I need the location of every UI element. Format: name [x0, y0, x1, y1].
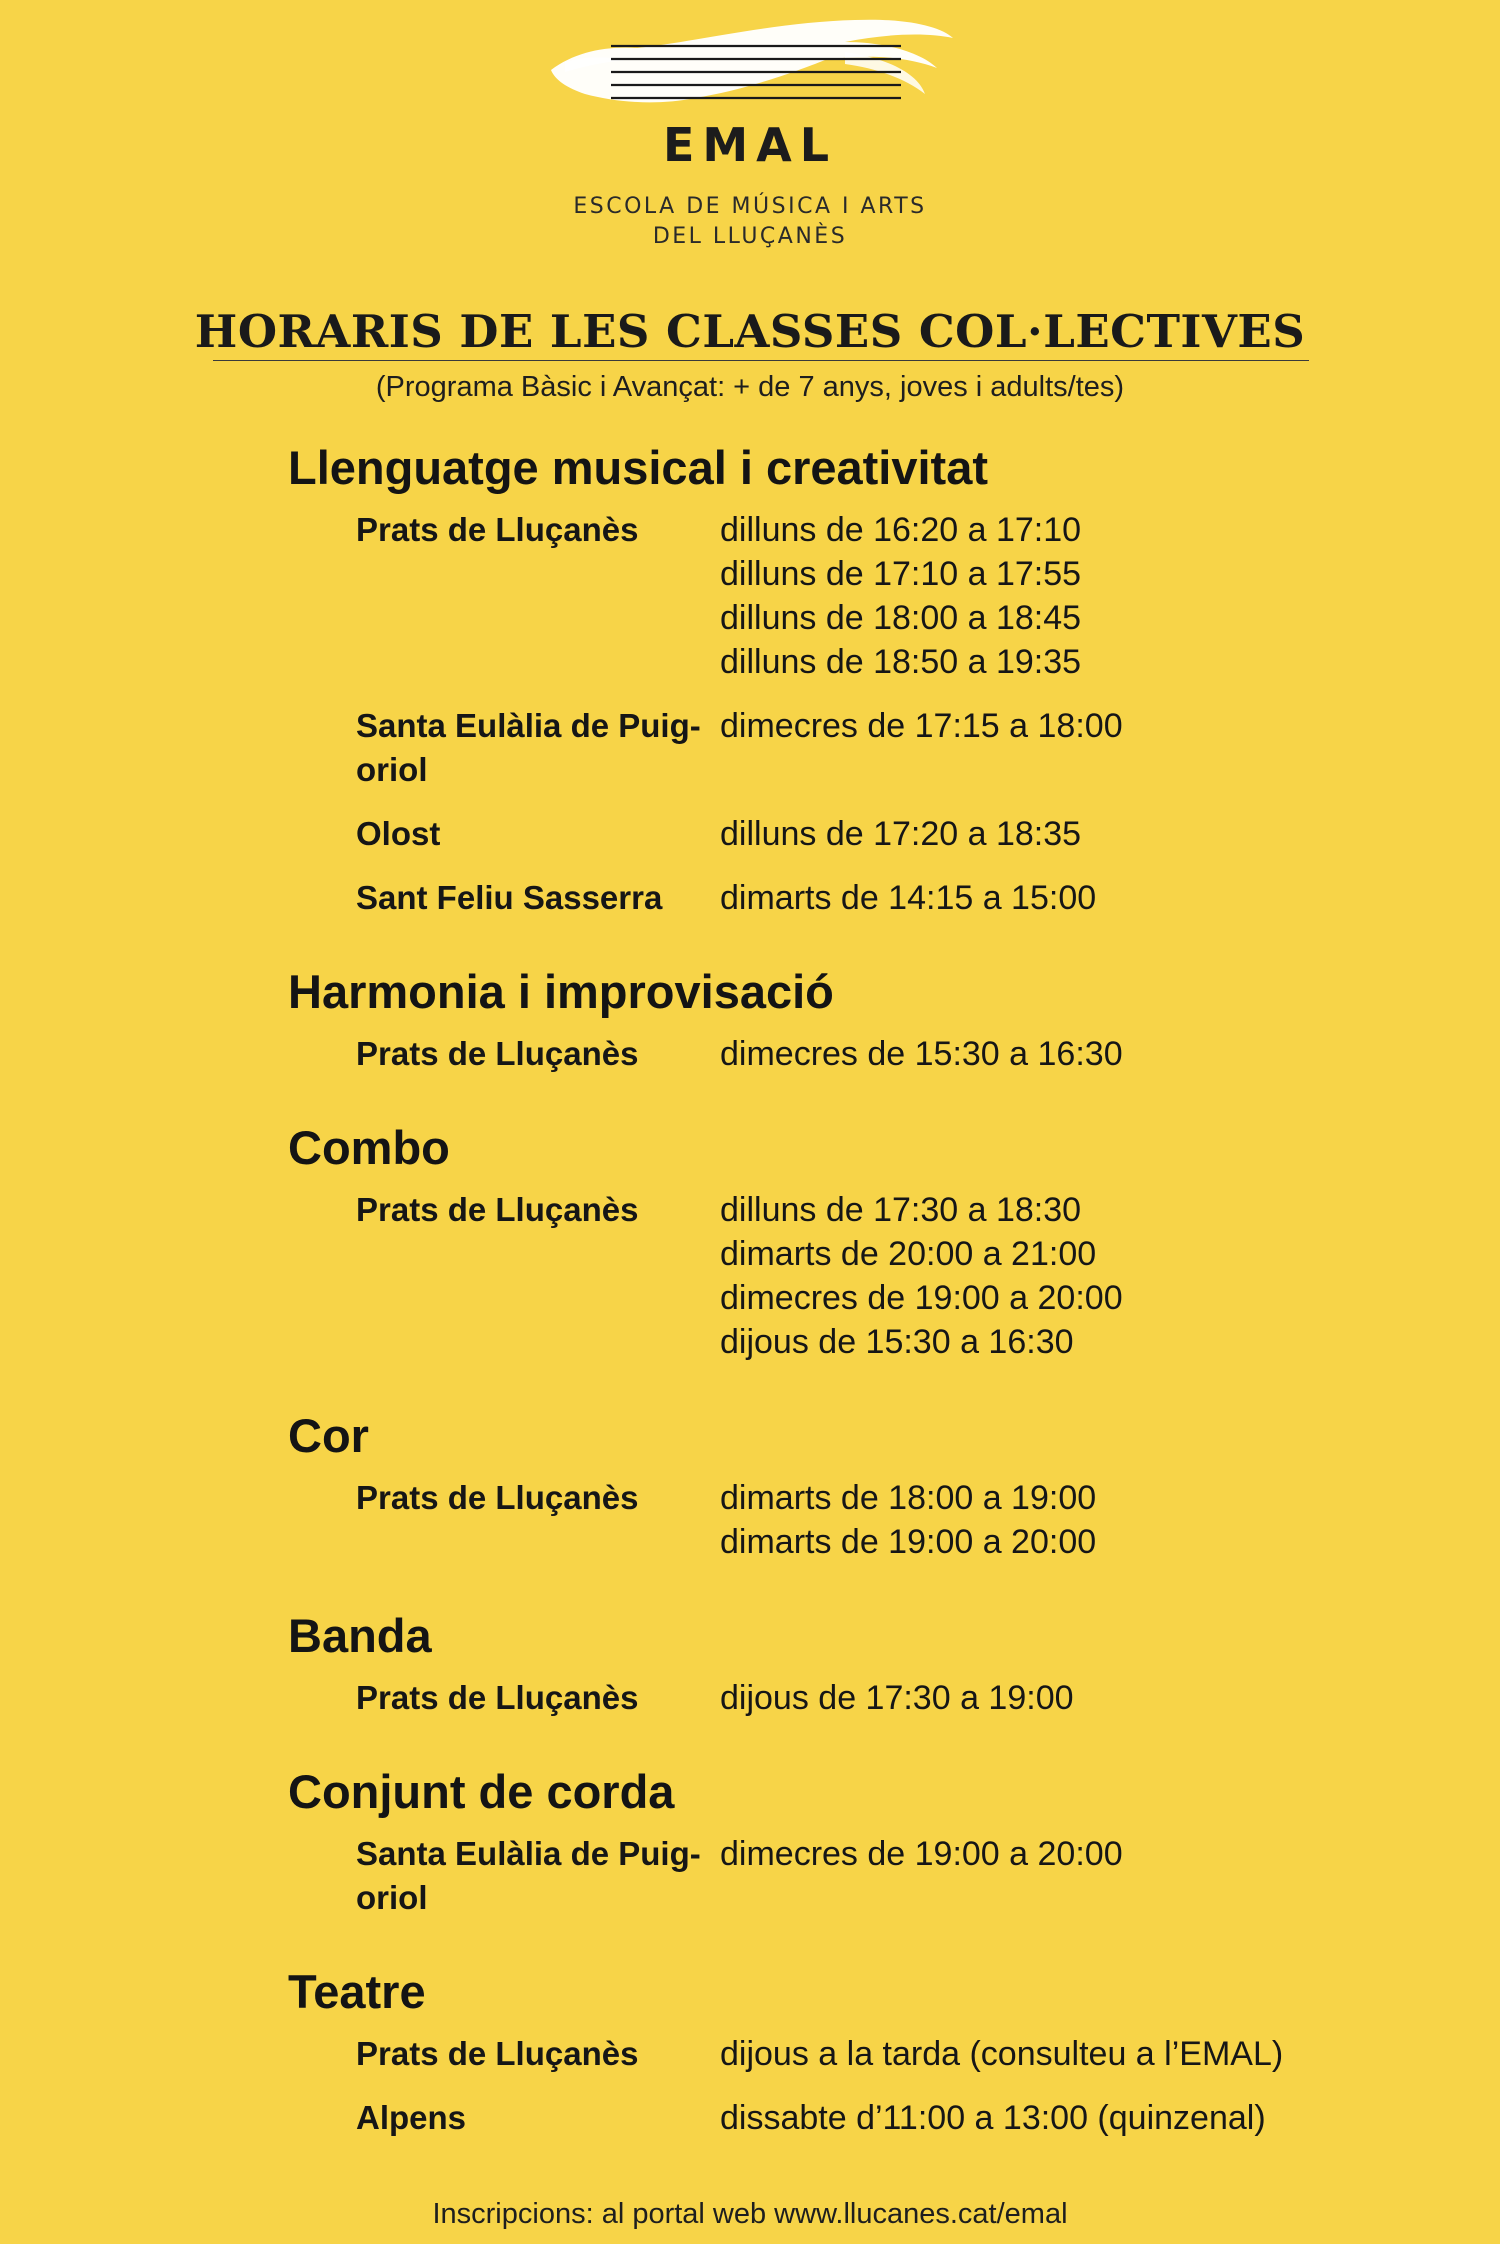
schedule-section: [288, 1404, 1348, 1564]
time-slot: dimarts de 18:00 a 19:00: [720, 1479, 1097, 1517]
time-slot: dilluns de 17:10 a 17:55: [720, 555, 1082, 593]
section-rows: [288, 1832, 1348, 1920]
time-list: [720, 1676, 1348, 1720]
brand-subtitle-line2: DEL LLUÇANÈS: [652, 224, 848, 249]
time-slot: dijous a la tarda (consulteu a l’EMAL): [720, 2035, 1284, 2073]
time-list: [720, 508, 1348, 684]
time-list: [720, 2096, 1348, 2140]
location-label: Prats de Lluçanès: [356, 511, 639, 548]
schedule-row: [356, 2032, 1348, 2076]
schedule-row: [356, 876, 1348, 920]
schedule-row: [356, 1676, 1348, 1720]
time-list: [720, 704, 1348, 792]
time-list: [720, 812, 1348, 856]
schedule-section: [288, 1760, 1348, 1920]
schedule-row: [356, 508, 1348, 684]
brand-name: EMAL: [662, 118, 838, 172]
time-slot: dissabte d’11:00 a 13:00 (quinzenal): [720, 2099, 1266, 2137]
location-label: Prats de Lluçanès: [356, 1191, 639, 1228]
section-rows: [288, 1476, 1348, 1564]
schedule-row: [356, 704, 1348, 792]
section-title: Harmonia i improvisació: [288, 965, 834, 1018]
schedule-section: [288, 436, 1348, 920]
time-slot: dimecres de 15:30 a 16:30: [720, 1035, 1123, 1073]
section-title: Llenguatge musical i creativitat: [288, 441, 988, 494]
time-list: [720, 1476, 1348, 1564]
schedule-section: [288, 1604, 1348, 1720]
schedule-section: [288, 960, 1348, 1076]
time-list: [720, 1032, 1348, 1076]
time-slot: dimecres de 19:00 a 20:00: [720, 1279, 1123, 1317]
time-slot: dijous de 17:30 a 19:00: [720, 1679, 1074, 1717]
schedule-row: [356, 1476, 1348, 1564]
location-label: Prats de Lluçanès: [356, 1035, 639, 1072]
section-title: Cor: [288, 1409, 369, 1462]
schedule-section: [288, 1960, 1348, 2140]
time-list: [720, 2032, 1348, 2076]
location-label: Prats de Lluçanès: [356, 2035, 639, 2072]
section-title: Conjunt de corda: [288, 1765, 675, 1818]
location-label: Olost: [356, 815, 441, 852]
section-rows: [288, 1676, 1348, 1720]
time-list: [720, 1832, 1348, 1920]
time-list: [720, 1188, 1348, 1364]
page-title: HORARIS DE LES CLASSES COL·LECTIVES: [194, 305, 1306, 358]
time-slot: dilluns de 17:20 a 18:35: [720, 815, 1082, 853]
time-slot: dijous de 15:30 a 16:30: [720, 1323, 1074, 1361]
schedule-row: [356, 1188, 1348, 1364]
brand-subtitle-line1: ESCOLA DE MÚSICA I ARTS: [573, 194, 927, 219]
schedule-row: [356, 1832, 1348, 1920]
time-slot: dimarts de 14:15 a 15:00: [720, 879, 1097, 917]
brushstroke-staff-icon: [545, 12, 965, 122]
time-slot: dilluns de 18:00 a 18:45: [720, 599, 1082, 637]
location-label: Prats de Lluçanès: [356, 1679, 639, 1716]
time-slot: dilluns de 18:50 a 19:35: [720, 643, 1082, 681]
location-label: Santa Eulàlia de Puig-oriol: [356, 707, 701, 788]
location-label: Prats de Lluçanès: [356, 1479, 639, 1516]
footer-note: Inscripcions: al portal web www.llucanes.cat/emal: [432, 2198, 1068, 2230]
section-rows: [288, 1188, 1348, 1364]
time-slot: dimarts de 19:00 a 20:00: [720, 1523, 1097, 1561]
section-rows: [288, 508, 1348, 920]
time-slot: dimarts de 20:00 a 21:00: [720, 1235, 1097, 1273]
time-slot: dilluns de 17:30 a 18:30: [720, 1191, 1082, 1229]
time-slot: dimecres de 17:15 a 18:00: [720, 707, 1123, 745]
location-label: Santa Eulàlia de Puig-oriol: [356, 1835, 701, 1916]
section-title: Teatre: [288, 1965, 426, 2018]
time-slot: dimecres de 19:00 a 20:00: [720, 1835, 1123, 1873]
schedule-list: [288, 436, 1348, 2140]
page-subtitle: (Programa Bàsic i Avançat: + de 7 anys, joves i adults/tes): [375, 371, 1125, 403]
schedule-section: [288, 1116, 1348, 1364]
time-list: [720, 876, 1348, 920]
section-rows: [288, 2032, 1348, 2140]
location-label: Sant Feliu Sasserra: [356, 879, 663, 916]
time-slot: dilluns de 16:20 a 17:10: [720, 511, 1082, 549]
section-title: Combo: [288, 1121, 450, 1174]
section-rows: [288, 1032, 1348, 1076]
schedule-row: [356, 1032, 1348, 1076]
title-divider: [213, 360, 1309, 361]
location-label: Alpens: [356, 2099, 467, 2136]
schedule-row: [356, 812, 1348, 856]
schedule-row: [356, 2096, 1348, 2140]
section-title: Banda: [288, 1609, 432, 1662]
